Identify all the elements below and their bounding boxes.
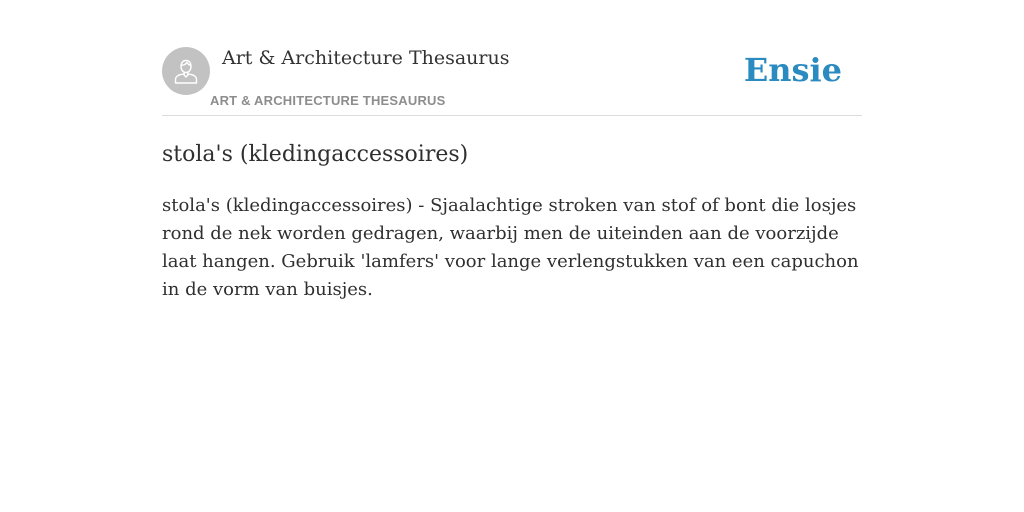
page-title: stola's (kledingaccessoires) bbox=[162, 142, 469, 167]
header bbox=[162, 46, 862, 116]
definition-text: stola's (kledingaccessoires) - Sjaalachtige stroken van stof of bont die losjes rond de nek worden gedragen, waarbij men de uiteinden aan de voorzijde laat hangen. Gebruik 'lamfers' voor lange verlengstukken van een capuchon in de vorm van buisjes. bbox=[162, 195, 859, 300]
author-name[interactable]: Art & Architecture Thesaurus bbox=[222, 47, 510, 69]
user-icon bbox=[171, 56, 201, 86]
author-subtitle[interactable]: ART & ARCHITECTURE THESAURUS bbox=[210, 93, 446, 108]
avatar[interactable] bbox=[162, 47, 210, 95]
brand-logo[interactable]: Ensie bbox=[743, 51, 842, 89]
